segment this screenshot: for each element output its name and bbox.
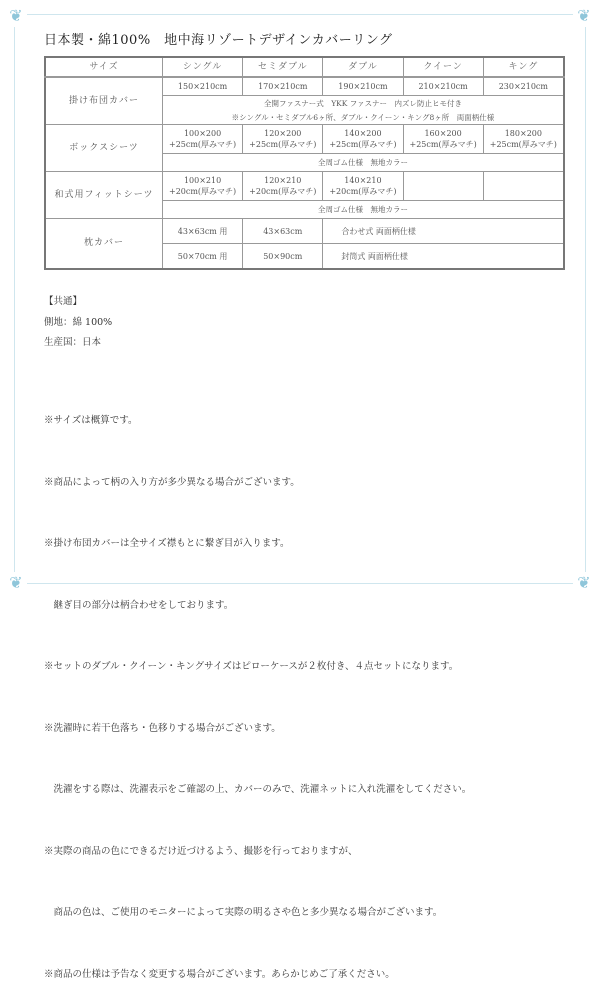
table-cell: 190×210cm [323,77,403,96]
duvet-note-2: ※シングル・セミダブル6ヶ所、ダブル・クイーン・キング8ヶ所 両面柄仕様 [163,110,565,125]
fabric-text: 側地：綿 100% [44,316,113,328]
ornament-icon: ❦ [5,5,27,27]
header-size: サイズ [45,57,163,77]
row-label-duvet-cover: 掛け布団カバー [45,77,163,125]
header-queen: クイーン [403,57,483,77]
ornament-icon: ❦ [573,5,595,27]
note-line: ※セットのダブル・クイーン・キングサイズはピローケースが２枚付き、４点セットになります。 [44,661,459,672]
table-cell: 43×63cm [243,219,323,244]
table-row [45,125,564,154]
page-title: 日本製・綿100% 地中海リゾートデザインカバーリング [44,33,393,48]
row-label-box-sheet: ボックスシーツ [45,125,163,172]
table-cell: 230×210cm [483,77,564,96]
note-line: 継ぎ目の部分は柄合わせをしております。 [44,599,234,611]
table-cell: 140×200 +25cm(厚みマチ) [323,125,403,154]
table-cell: 100×200 +25cm(厚みマチ) [163,125,243,154]
header-semi-double: セミダブル [243,57,323,77]
origin-text: 生産国：日本 [44,337,102,348]
ornament-icon: ❦ [5,572,27,594]
duvet-note-1: 全開ファスナー式 YKK ファスナー 内ズレ防止ヒモ付き [163,96,565,111]
table-cell: 120×210 +20cm(厚みマチ) [243,172,323,201]
common-info [44,292,112,354]
table-cell: 100×210 +20cm(厚みマチ) [163,172,243,201]
table-cell-empty [403,172,483,201]
table-cell: 170×210cm [243,77,323,96]
notes-list [44,370,471,1006]
table-row [45,219,564,244]
note-line: ※掛け布団カバーは全サイズ襟もとに繋ぎ目が入ります。 [44,538,290,549]
header-king: キング [483,57,564,77]
header-single: シングル [163,57,243,77]
header-double: ダブル [323,57,403,77]
table-cell: 180×200 +25cm(厚みマチ) [483,125,564,154]
table-cell: 合わせ式 両面柄仕様 [323,219,564,244]
table-header-row [45,57,564,77]
table-cell: 封筒式 両面柄仕様 [323,244,564,270]
table-cell: 210×210cm [403,77,483,96]
ornament-icon: ❦ [573,572,595,594]
table-cell: 50×70cm 用 [163,244,243,270]
row-label-fitted-sheet: 和式用フィットシーツ [45,172,163,219]
fitted-sheet-note: 全周ゴム仕様 無地カラー [163,201,565,219]
note-line: ※商品によって柄の入り方が多少異なる場合がございます。 [44,476,300,488]
row-label-pillow-cover: 枕カバー [45,219,163,270]
note-line: ※洗濯時に若干色落ち・色移りする場合がございます。 [44,722,281,734]
table-cell: 150×210cm [163,77,243,96]
size-spec-table [44,56,565,270]
note-line: ※実際の商品の色にできるだけ近づけるよう、撮影を行っておりますが、 [44,845,358,857]
table-cell: 140×210 +20cm(厚みマチ) [323,172,403,201]
table-cell: 120×200 +25cm(厚みマチ) [243,125,323,154]
table-cell: 160×200 +25cm(厚みマチ) [403,125,483,154]
table-cell: 43×63cm 用 [163,219,243,244]
table-row [45,77,564,96]
table-cell: 50×90cm [243,244,323,270]
note-line: 商品の色は、ご使用のモニターによって実際の明るさや色と多少異なる場合がございます。 [44,907,443,918]
note-line: ※サイズは概算です。 [44,415,138,426]
note-line: 洗濯をする際は、洗濯表示をご確認の上、カバーのみで、洗濯ネットに入れ洗濯をしてください。 [44,784,472,795]
box-sheet-note: 全周ゴム仕様 無地カラー [163,154,565,172]
table-cell-empty [483,172,564,201]
table-row [45,172,564,201]
common-heading: 【共通】 [44,296,83,307]
note-line: ※商品の仕様は予告なく変更する場合がございます。あらかじめご了承ください。 [44,968,395,980]
